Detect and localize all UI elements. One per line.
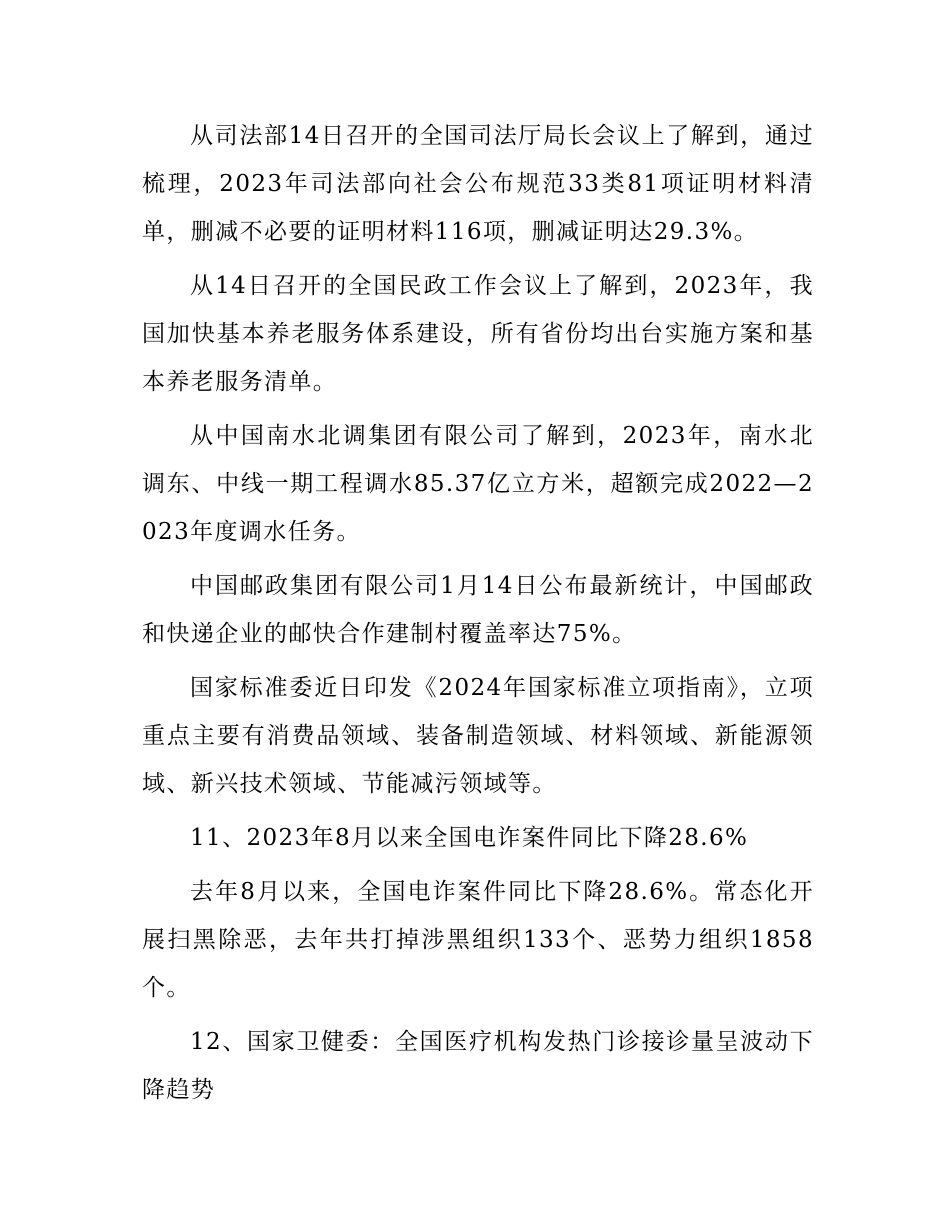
paragraph-telecom-fraud: 去年8月以来，全国电诈案件同比下降28.6%。常态化开展扫黑除恶，去年共打掉涉黑组织133个、恶势力组织1858个。: [142, 879, 814, 1001]
document-page: [142, 112, 814, 1120]
paragraph-water-diversion: 从中国南水北调集团有限公司了解到，2023年，南水北调东、中线一期工程调水85.37亿立方米，超额完成2022—2023年度调水任务。: [142, 423, 814, 545]
paragraph-justice-ministry: 从司法部14日召开的全国司法厅局长会议上了解到，通过梳理，2023年司法部向社会公布规范33类81项证明材料清单，删减不必要的证明材料116项，删减证明达29.3%。: [142, 123, 814, 245]
paragraph-civil-affairs: 从14日召开的全国民政工作会议上了解到，2023年，我国加快基本养老服务体系建设，所有省份均出台实施方案和基本养老服务清单。: [142, 273, 814, 395]
section-heading-11: 11、2023年8月以来全国电诈案件同比下降28.6%: [190, 825, 749, 851]
section-heading-12: 12、国家卫健委：全国医疗机构发热门诊接诊量呈波动下降趋势: [142, 1029, 814, 1103]
paragraph-postal-group: 中国邮政集团有限公司1月14日公布最新统计，中国邮政和快递企业的邮快合作建制村覆盖率达75%。: [142, 573, 814, 647]
paragraph-standards-committee: 国家标准委近日印发《2024年国家标准立项指南》，立项重点主要有消费品领域、装备制造领域、材料领域、新能源领域、新兴技术领域、节能减污领域等。: [142, 675, 814, 797]
